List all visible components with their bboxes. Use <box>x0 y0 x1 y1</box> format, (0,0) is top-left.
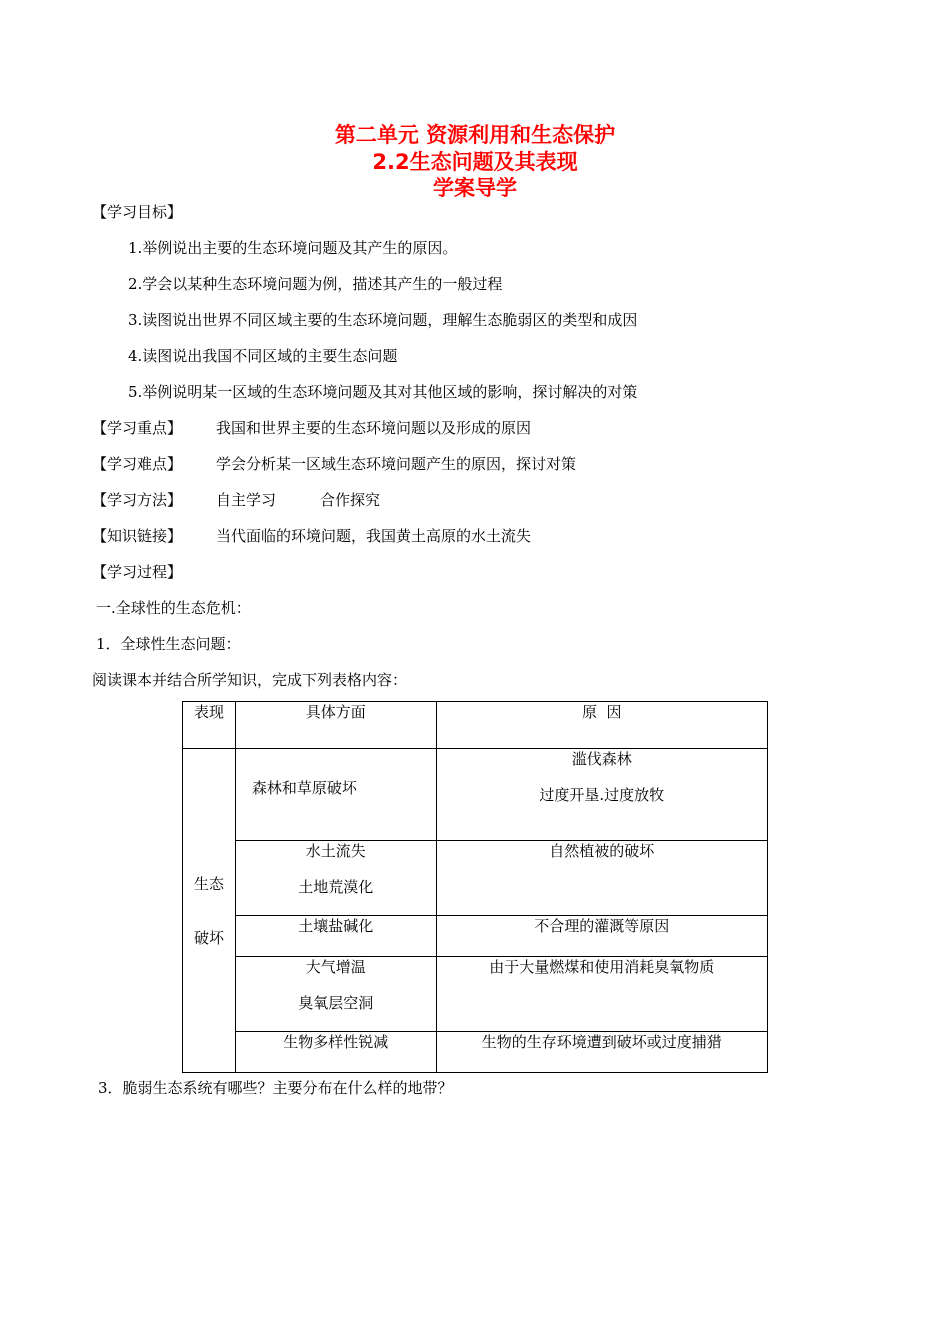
objective-item: 3.读图说出世界不同区域主要的生态环境问题，理解生态脆弱区的类型和成因 <box>128 311 638 329</box>
objective-item: 2.学会以某种生态环境问题为例，描述其产生的一般过程 <box>128 275 503 293</box>
reason-cell <box>436 1032 767 1073</box>
reason-cell <box>436 749 767 841</box>
aspect-text: 生物多样性锐减 <box>283 1033 389 1051</box>
table-row <box>183 841 768 916</box>
aspect-text: 水土流失 <box>305 842 366 860</box>
aspect-text: 土壤盐碱化 <box>298 917 374 935</box>
methods-row <box>92 490 380 510</box>
key-points-row <box>92 418 531 438</box>
objectives-heading: 【学习目标】 <box>92 203 183 221</box>
methods-text-2: 合作探究 <box>320 491 381 509</box>
instruction-text: 阅读课本并结合所学知识，完成下列表格内容： <box>92 671 408 689</box>
aspect-cell <box>235 916 436 957</box>
ecology-problems-table <box>182 701 768 1073</box>
header-cell: 原 因 <box>436 702 767 749</box>
objective-item: 5.举例说明某一区域的生态环境问题及其对其他区域的影响，探讨解决的对策 <box>128 383 638 401</box>
key-points-label: 【学习重点】 <box>92 419 183 437</box>
difficulties-text: 学会分析某一区域生态环境问题产生的原因，探讨对策 <box>216 455 577 473</box>
key-points-text: 我国和世界主要的生态环境问题以及形成的原因 <box>216 419 532 437</box>
table-header-row <box>183 702 768 749</box>
table-row <box>183 1032 768 1073</box>
table-row <box>183 916 768 957</box>
table-row <box>183 957 768 1032</box>
subsection-1-heading: 1．全球性生态问题： <box>96 635 241 653</box>
objective-item: 4.读图说出我国不同区域的主要生态问题 <box>128 347 398 365</box>
links-row <box>92 526 531 546</box>
reason-text: 不合理的灌溉等原因 <box>534 917 670 935</box>
aspect-cell <box>235 841 436 916</box>
question-3: 3．脆弱生态系统有哪些？主要分布在什么样的地带？ <box>98 1079 453 1097</box>
reason-text: 自然植被的破坏 <box>549 842 655 860</box>
header-cell: 表现 <box>183 702 236 749</box>
process-heading: 【学习过程】 <box>92 563 183 581</box>
methods-text-1: 自主学习 <box>216 491 277 509</box>
objective-item: 1.举例说出主要的生态环境问题及其产生的原因。 <box>128 239 458 257</box>
aspect-cell <box>235 957 436 1032</box>
reason-text: 过度开垦.过度放牧 <box>539 786 665 804</box>
title-line-2: 2.2生态问题及其表现 <box>372 150 578 174</box>
aspect-cell <box>235 749 436 841</box>
links-text: 当代面临的环境问题，我国黄土高原的水土流失 <box>216 527 532 545</box>
title-line-3: 学案导学 <box>433 176 517 200</box>
aspect-text: 大气增温 <box>305 958 366 976</box>
title-line-1: 第二单元 资源利用和生态保护 <box>334 123 616 147</box>
aspect-text: 森林和草原破坏 <box>251 779 357 797</box>
category-line-1: 生态 <box>193 874 224 893</box>
section-1-heading: 一.全球性的生态危机： <box>96 599 251 617</box>
methods-label: 【学习方法】 <box>92 491 183 509</box>
aspect-cell <box>235 1032 436 1073</box>
reason-cell <box>436 841 767 916</box>
reason-cell <box>436 957 767 1032</box>
table-row <box>183 749 768 841</box>
header-cell: 具体方面 <box>235 702 436 749</box>
reason-text: 滥伐森林 <box>571 750 632 768</box>
links-label: 【知识链接】 <box>92 527 183 545</box>
reason-cell <box>436 916 767 957</box>
reason-text: 由于大量燃煤和使用消耗臭氧物质 <box>489 958 715 976</box>
difficulties-row <box>92 454 576 474</box>
reason-text: 生物的生存环境遭到破坏或过度捕猎 <box>481 1033 722 1051</box>
aspect-text: 土地荒漠化 <box>298 878 374 896</box>
aspect-text: 臭氧层空洞 <box>298 994 374 1012</box>
difficulties-label: 【学习难点】 <box>92 455 183 473</box>
category-cell <box>183 749 236 1073</box>
category-line-2: 破坏 <box>193 928 224 947</box>
